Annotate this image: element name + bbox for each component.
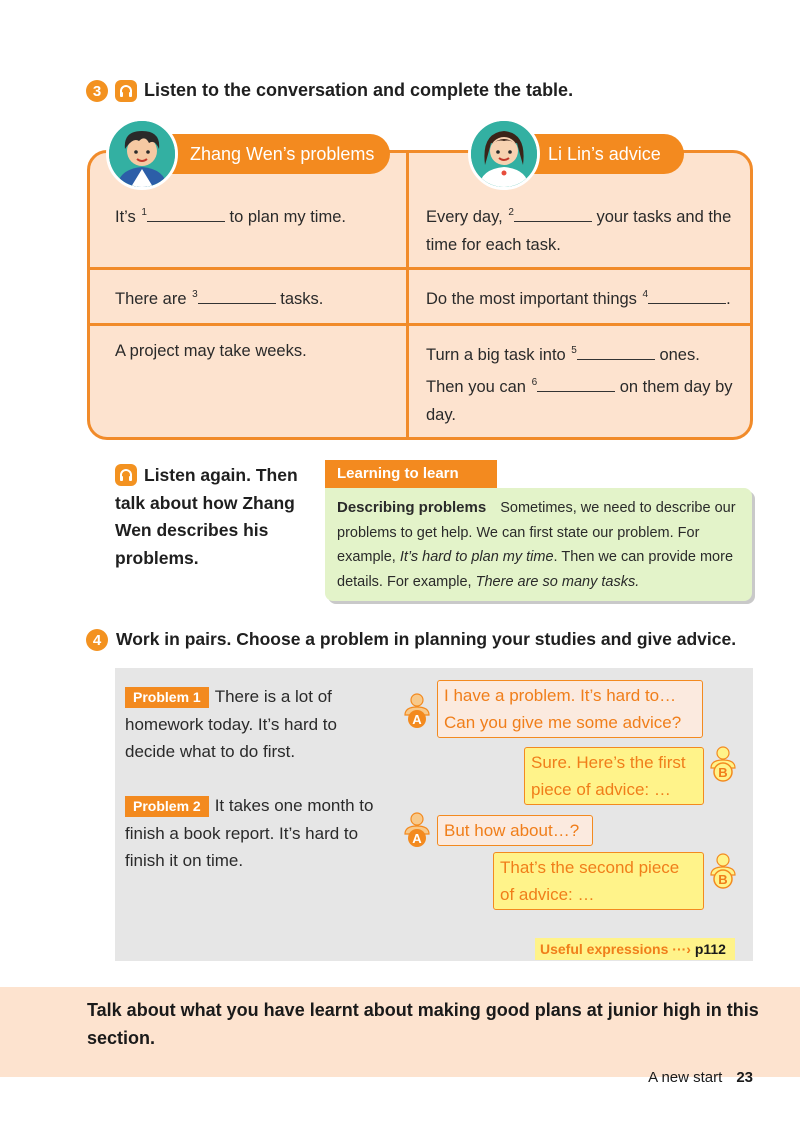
table-cell-left-1: It’s $^1$ to plan my time. <box>115 199 395 231</box>
table-divider-row2 <box>90 323 750 326</box>
answer-blank-1[interactable] <box>147 204 225 222</box>
speech-bubble-a1: I have a problem. It’s hard to… Can you give me some advice? <box>437 680 703 738</box>
problem-2: Problem 2 It takes one month to finish a book report. It’s hard to finish it on time. <box>125 796 374 870</box>
speech-bubble-a2: But how about…? <box>437 815 593 846</box>
problem-1: Problem 1 There is a lot of homework today. It’s hard to decide what to do first. <box>125 687 337 761</box>
li-lin-header: Li Lin’s advice <box>512 134 684 174</box>
table-cell-right-1: Every day, $^2$ your tasks and the time for each task. <box>426 199 744 259</box>
useful-expressions-link[interactable]: Useful expressions ···› p112 <box>535 938 735 960</box>
section-4-number: 4 <box>86 629 108 651</box>
page-footer <box>648 1069 753 1086</box>
table-cell-left-2: There are $^3$ tasks. <box>115 281 395 313</box>
answer-blank-4[interactable] <box>648 286 726 304</box>
svg-text:B: B <box>718 872 728 887</box>
learning-title: Describing problems <box>337 499 487 516</box>
speaker-a-icon <box>403 693 431 729</box>
answer-blank-5[interactable] <box>577 342 655 360</box>
table-cell-right-3: Turn a big task into $^5$ ones. Then you can $^6$ on them day by day. <box>426 337 744 429</box>
summary-task: Talk about what you have learnt about making good plans at junior high in this section. <box>87 1000 759 1048</box>
svg-text:B: B <box>718 765 728 780</box>
speech-bubble-b2: That’s the second piece of advice: … <box>493 852 704 910</box>
table-divider-vertical <box>406 153 409 437</box>
problem-1-label: Problem 1 <box>125 687 209 708</box>
section-3-number: 3 <box>86 80 108 102</box>
section-4-instruction: Work in pairs. Choose a problem in planning your studies and give advice. <box>116 629 737 649</box>
speech-bubble-b1: Sure. Here’s the first piece of advice: … <box>524 747 704 805</box>
speaker-b-icon <box>709 746 737 782</box>
answer-blank-2[interactable] <box>514 204 592 222</box>
headphone-icon[interactable] <box>115 80 137 102</box>
arrow-icon: ···› <box>672 941 691 957</box>
section-3-instruction: Listen to the conversation and complete the table. <box>144 80 574 100</box>
listen-again-instruction: Listen again. Then talk about how Zhang Wen describes his problems. <box>115 465 298 568</box>
speaker-b-icon-2 <box>709 853 737 889</box>
table-cell-right-2: Do the most important things $^4$ . <box>426 281 753 313</box>
answer-blank-6[interactable] <box>537 374 615 392</box>
page-number: 23 <box>736 1069 753 1086</box>
zhang-wen-avatar <box>106 118 178 190</box>
svg-text:A: A <box>412 712 422 727</box>
li-lin-avatar <box>468 118 540 190</box>
table-cell-left-3: A project may take weeks. <box>115 342 307 360</box>
learning-to-learn-box: Describing problems Sometimes, we need to describe our problems to get help. We can first state our problem. For example, It’s hard to plan my time. Then we can provide more details. For example, There are so many tasks. <box>325 488 752 601</box>
answer-blank-3[interactable] <box>198 286 276 304</box>
speaker-a-icon-2 <box>403 812 431 848</box>
svg-text:A: A <box>412 831 422 846</box>
table-divider-row1 <box>90 267 750 270</box>
problem-2-label: Problem 2 <box>125 796 209 817</box>
zhang-wen-header: Zhang Wen’s problems <box>150 134 390 174</box>
unit-title: A new start <box>648 1069 723 1086</box>
listening-table <box>87 150 753 440</box>
learning-to-learn-tab: Learning to learn <box>325 460 497 488</box>
